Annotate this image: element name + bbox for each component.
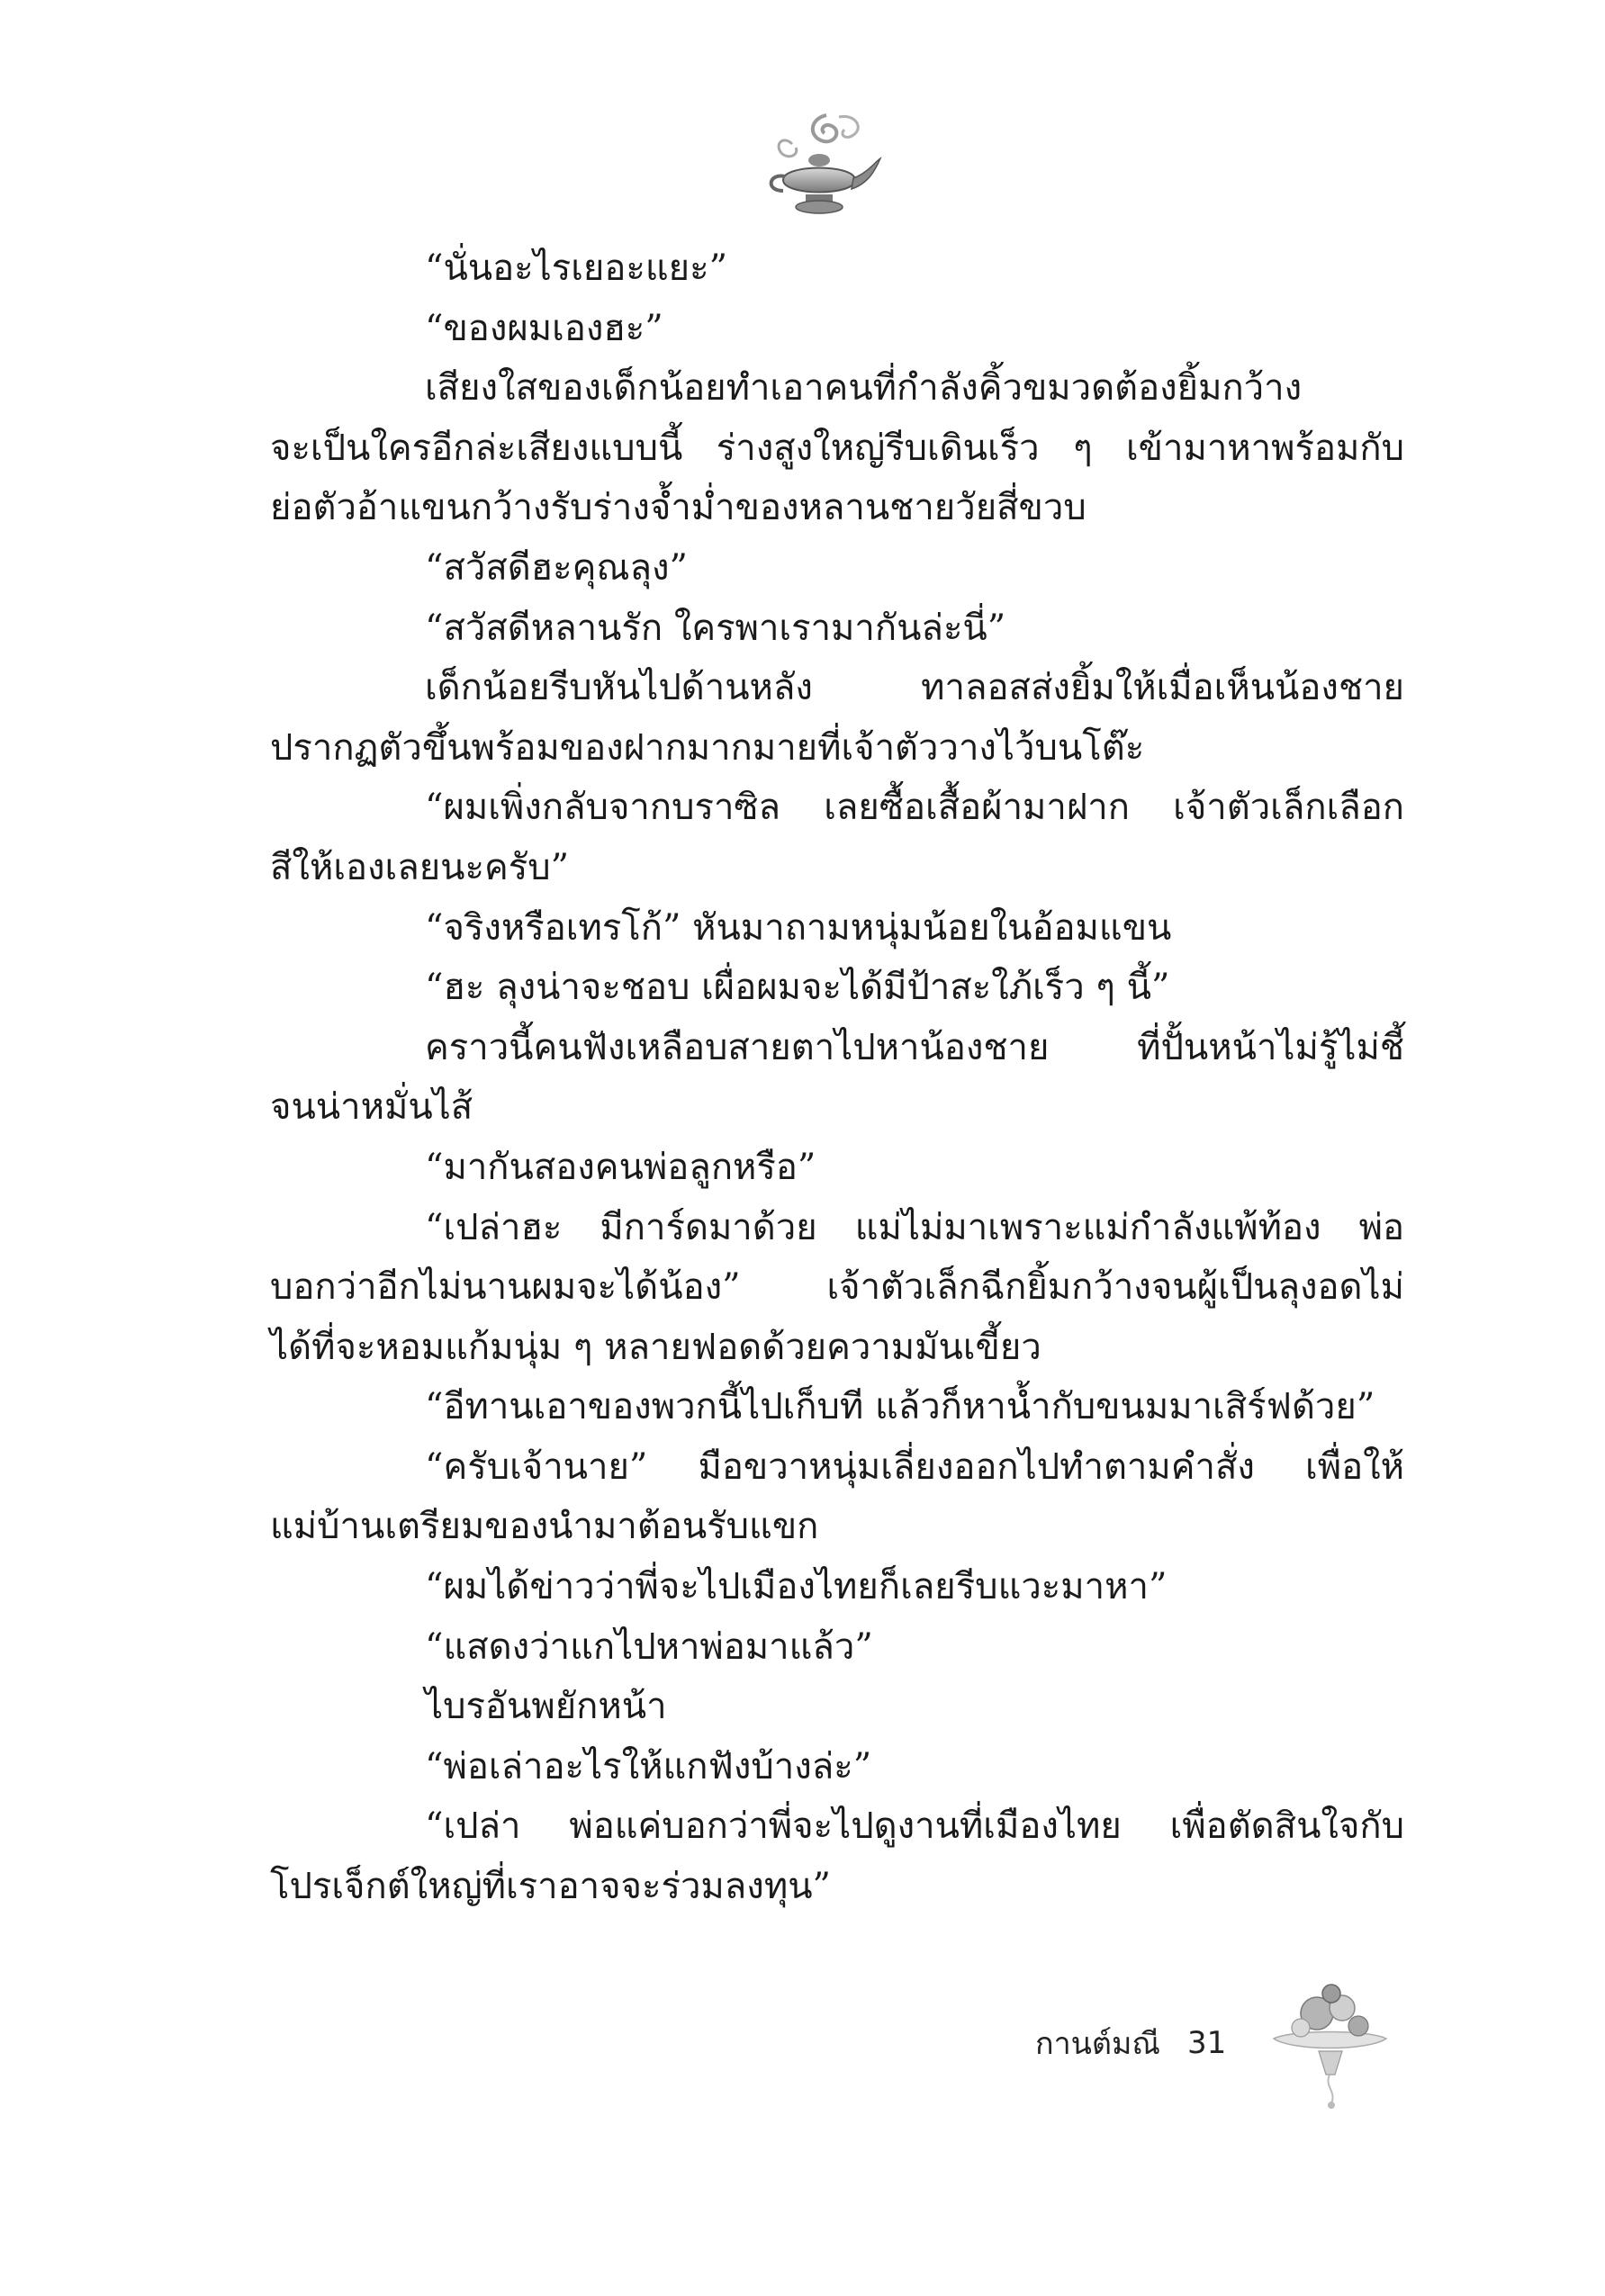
body-text [270,239,1404,1917]
text-line: “เปล่า พ่อแค่บอกว่าพี่จะไปดูงานที่เมืองไทย เพื่อตัดสินใจกับ [425,1805,1404,1848]
paragraph [270,538,1404,599]
paragraph [270,778,1404,897]
text-line: “ของผมเองฮะ” [425,307,663,349]
text-line: โปรเจ็กต์ใหญ่ที่เราอาจจะร่วมลงทุน” [270,1866,831,1908]
paragraph [270,358,1404,538]
text-line: จะเป็นใครอีกล่ะเสียงแบบนี้ ร่างสูงใหญ่รีบเดินเร็ว ๆ เข้ามาหาพร้อมกับ [270,427,1404,469]
paragraph [270,1138,1404,1198]
text-line: “นั่นอะไรเยอะแยะ” [425,248,728,289]
text-line: แม่บ้านเตรียมของนำมาต้อนรับแขก [270,1506,819,1548]
text-line: “พ่อเล่าอะไรให้แกฟังบ้างล่ะ” [425,1745,872,1787]
text-line: “ผมเพิ่งกลับจากบราซิล เลยซื้อเสื้อผ้ามาฝาก เจ้าตัวเล็กเลือก [425,787,1404,829]
page-number: 31 [1186,2025,1227,2061]
text-line: คราวนี้คนฟังเหลือบสายตาไปหาน้องชาย ที่ปั้นหน้าไม่รู้ไม่ชี้ [425,1026,1404,1068]
paragraph [270,658,1404,778]
text-line: เด็กน้อยรีบหันไปด้านหลัง ทาลอสส่งยิ้มให้เมื่อเห็นน้องชาย [425,667,1404,709]
text-line: “สวัสดีฮะคุณลุง” [425,546,688,589]
text-line: ได้ที่จะหอมแก้มนุ่ม ๆ หลายฟอดด้วยความมันเขี้ยว [270,1326,1041,1368]
paragraph [270,1796,1404,1916]
paragraph [270,299,1404,359]
running-book-title: กานต์มณี [1035,2026,1160,2062]
text-line: “มากันสองคนพ่อลูกหรือ” [425,1146,816,1188]
paragraph [270,1677,1404,1737]
text-line: เสียงใสของเด็กน้อยทำเอาคนที่กำลังคิ้วขมวดต้องยิ้มกว้าง [425,367,1303,410]
paragraph [270,1198,1404,1378]
paragraph [270,958,1404,1018]
text-line: “แสดงว่าแกไปหาพ่อมาแล้ว” [425,1625,873,1668]
text-line: สีให้เองเลยนะครับ” [270,846,570,888]
paragraph [270,1377,1404,1437]
paragraph [270,1437,1404,1557]
text-line: ย่อตัวอ้าแขนกว้างรับร่างจ้ำม่ำของหลานชายวัยสี่ขวบ [270,487,1087,529]
paragraph [270,1557,1404,1617]
paragraph [270,1018,1404,1138]
paragraph [270,898,1404,959]
text-line: “ครับเจ้านาย” มือขวาหนุ่มเลี่ยงออกไปทำตามคำสั่ง เพื่อให้ [425,1445,1404,1488]
paragraph [270,1737,1404,1797]
text-line: “อีทานเอาของพวกนี้ไปเก็บที แล้วก็หาน้ำกับขนมมาเสิร์ฟด้วย” [425,1386,1375,1428]
paragraph [270,239,1404,299]
text-line: “สวัสดีหลานรัก ใครพาเรามากันล่ะนี่” [425,607,1006,649]
paragraph [270,599,1404,659]
text-line: “จริงหรือเทรโก้” หันมาถามหนุ่มน้อยในอ้อมแขน [425,906,1172,949]
page-footer [1035,2016,1226,2070]
text-line: ไบรอันพยักหน้า [425,1686,667,1728]
paragraph [270,1617,1404,1678]
text-line: “เปล่าฮะ มีการ์ดมาด้วย แม่ไม่มาเพราะแม่กำลังแพ้ท้อง พ่อ [425,1206,1404,1248]
genie-lamp-icon [756,108,882,230]
text-line: บอกว่าอีกไม่นานผมจะได้น้อง” เจ้าตัวเล็กฉีกยิ้มกว้างจนผู้เป็นลุงอดไม่ [270,1266,1404,1309]
text-line: “ฮะ ลุงน่าจะชอบ เผื่อผมจะได้มีป้าสะใภ้เร็ว ๆ นี้” [425,967,1170,1009]
jewel-cluster-icon [1265,1976,1395,2111]
text-line: ปรากฏตัวขึ้นพร้อมของฝากมากมายที่เจ้าตัววางไว้บนโต๊ะ [270,726,1145,769]
text-line: “ผมได้ข่าวว่าพี่จะไปเมืองไทยก็เลยรีบแวะมาหา” [425,1566,1168,1608]
text-line: จนน่าหมั่นไส้ [270,1086,473,1129]
